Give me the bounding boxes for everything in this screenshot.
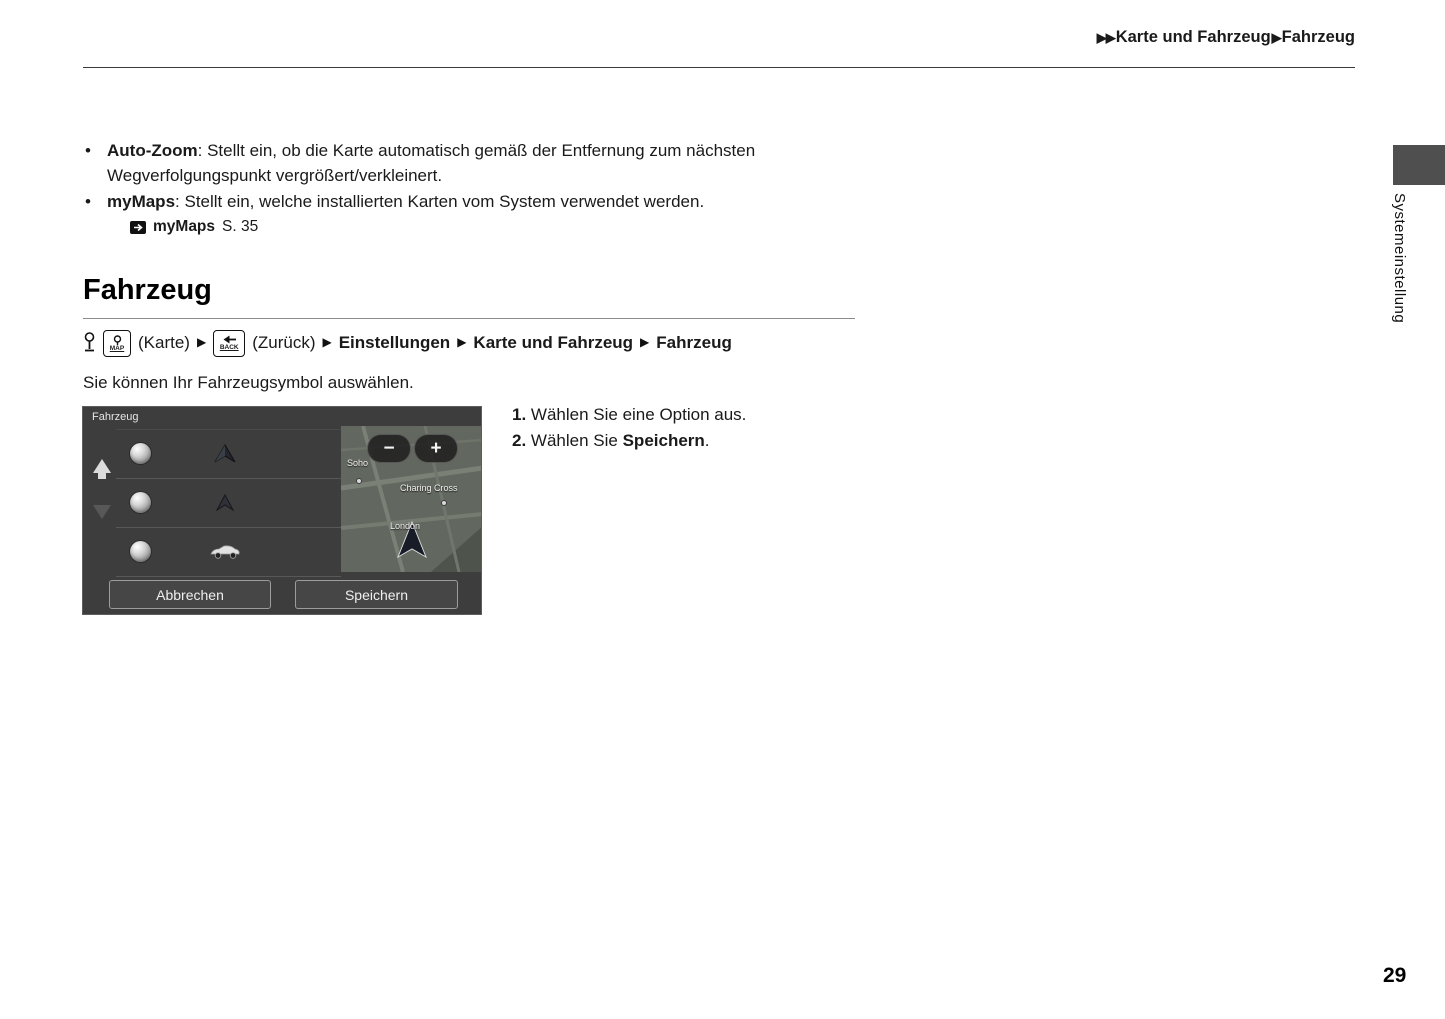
- section-title-rule: [83, 318, 855, 319]
- path-step-fahrzeug: Fahrzeug: [656, 333, 732, 352]
- map-icon-label: MAP: [109, 344, 125, 352]
- vehicle-option-list: [116, 429, 341, 577]
- vehicle-option-row[interactable]: [116, 528, 341, 577]
- step-number: 1.: [512, 405, 527, 424]
- breadcrumb-item-fahrzeug[interactable]: Fahrzeug: [1281, 28, 1355, 46]
- bullet-list: [83, 138, 833, 215]
- vehicle-option-row[interactable]: [116, 429, 341, 479]
- scroll-up-icon[interactable]: [93, 459, 111, 473]
- scroll-down-icon[interactable]: [93, 505, 111, 519]
- path-step-karte-und-fahrzeug: Karte und Fahrzeug: [473, 333, 634, 352]
- vehicle-option-row[interactable]: [116, 479, 341, 528]
- nav-screenshot: [82, 406, 482, 615]
- path-separator-icon: ▶: [322, 335, 332, 349]
- back-button-icon: [213, 330, 245, 357]
- bullet-term: Auto-Zoom: [107, 141, 198, 160]
- bullet-mymaps: [83, 189, 833, 214]
- step-1: [512, 402, 746, 428]
- save-button[interactable]: Speichern: [295, 580, 458, 609]
- vehicle-car-icon: [208, 537, 242, 567]
- instruction-steps: [512, 402, 746, 454]
- path-separator-icon: ▶: [640, 335, 650, 349]
- map-label-london: London: [390, 521, 421, 531]
- cross-reference[interactable]: [130, 218, 258, 236]
- step-text: Wählen Sie eine Option aus.: [530, 405, 747, 424]
- breadcrumb-arrows-icon: ▶▶: [1096, 29, 1115, 45]
- command-path: [83, 327, 732, 359]
- vehicle-flat-arrow-icon: [208, 488, 242, 518]
- zoom-out-button[interactable]: −: [367, 434, 411, 463]
- back-arrow-glyph-icon: [221, 335, 237, 344]
- controller-knob-icon: [83, 332, 96, 354]
- radio-button[interactable]: [130, 443, 151, 464]
- zoom-in-button[interactable]: +: [414, 434, 458, 463]
- intro-text: Sie können Ihr Fahrzeugsymbol auswählen.: [83, 373, 414, 392]
- map-label-charing-cross: Charing Cross: [400, 483, 458, 493]
- reference-arrow-icon: [130, 221, 146, 234]
- bullet-term: myMaps: [107, 192, 176, 211]
- back-icon-label: BACK: [219, 344, 239, 351]
- breadcrumb-separator-icon: ▶: [1271, 29, 1281, 45]
- map-button-icon: [103, 330, 131, 357]
- chapter-tab-marker: [1393, 145, 1445, 185]
- step-number: 2.: [512, 431, 527, 450]
- karte-label: (Karte): [138, 333, 190, 352]
- section-title: Fahrzeug: [83, 274, 212, 306]
- reference-page: S. 35: [222, 218, 259, 235]
- chapter-tab-label: Systemeinstellung: [1391, 193, 1408, 324]
- path-step-einstellungen: Einstellungen: [338, 333, 451, 352]
- breadcrumb: [1097, 28, 1355, 47]
- screen-title: Fahrzeug: [92, 411, 139, 423]
- map-glyph-icon: [112, 335, 123, 345]
- zoom-controls: [367, 434, 458, 463]
- vehicle-3d-arrow-icon: [208, 439, 242, 469]
- bullet-text: : Stellt ein, welche installierten Karten vom System verwendet werden.: [175, 192, 705, 211]
- step-text: Wählen Sie: [530, 431, 623, 450]
- radio-button[interactable]: [130, 541, 151, 562]
- path-separator-icon: ▶: [457, 335, 467, 349]
- cancel-button[interactable]: Abbrechen: [109, 580, 271, 609]
- bullet-auto-zoom: [83, 138, 833, 188]
- step-post: .: [704, 431, 710, 450]
- breadcrumb-item-karte-und-fahrzeug[interactable]: Karte und Fahrzeug: [1115, 28, 1271, 46]
- bullet-text: : Stellt ein, ob die Karte automatisch gemäß der Entfernung zum nächsten Wegverfolgungspunkt vergrößert/verkleinert.: [107, 141, 756, 185]
- radio-button[interactable]: [130, 492, 151, 513]
- header-rule: [83, 67, 1355, 68]
- step-bold: Speichern: [622, 431, 705, 450]
- path-separator-icon: ▶: [196, 335, 207, 349]
- page-number: 29: [1383, 964, 1407, 987]
- zurueck-label: (Zurück): [252, 333, 316, 352]
- step-2: [512, 428, 746, 454]
- map-label-soho: Soho: [347, 458, 369, 468]
- reference-label: myMaps: [153, 218, 216, 235]
